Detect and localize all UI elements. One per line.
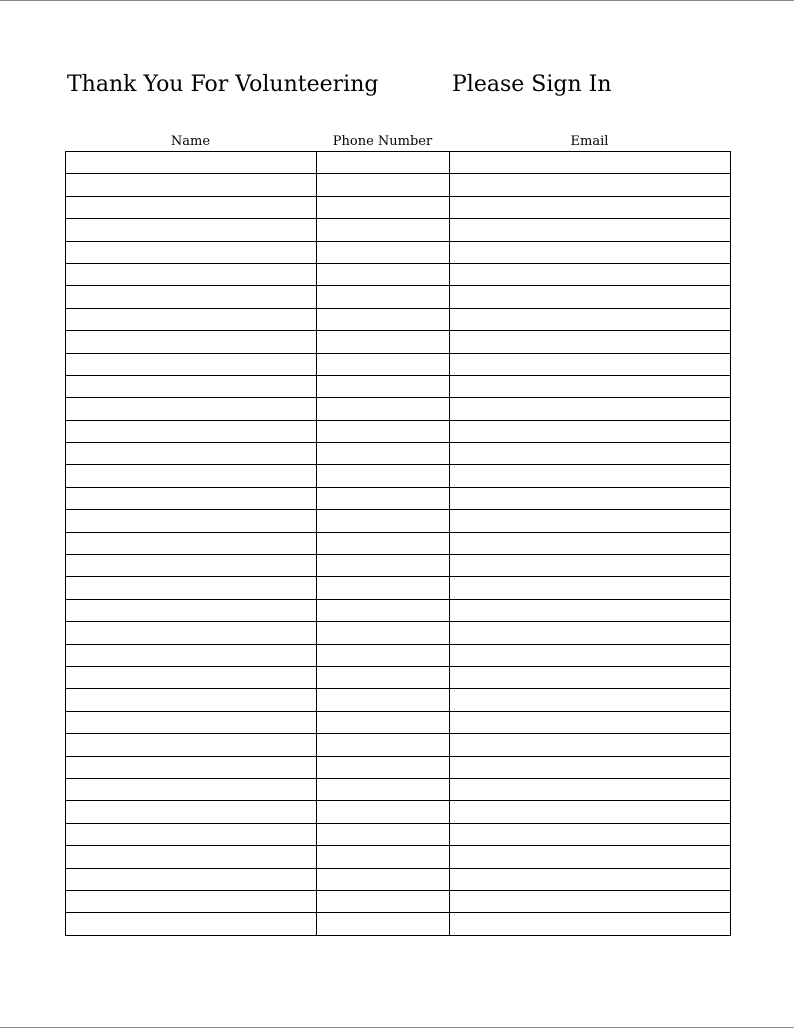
column-header-name: Name bbox=[170, 134, 211, 149]
phone-number-cell[interactable] bbox=[317, 263, 450, 285]
name-cell[interactable] bbox=[66, 666, 317, 688]
phone-number-cell[interactable] bbox=[317, 443, 450, 465]
table-row bbox=[66, 286, 731, 308]
email-cell[interactable] bbox=[450, 801, 731, 823]
table-row bbox=[66, 666, 731, 688]
table-row bbox=[66, 599, 731, 621]
table-row bbox=[66, 353, 731, 375]
name-cell[interactable] bbox=[66, 286, 317, 308]
table-row bbox=[66, 510, 731, 532]
table-row bbox=[66, 577, 731, 599]
table-row bbox=[66, 778, 731, 800]
table-row bbox=[66, 890, 731, 912]
phone-number-cell[interactable] bbox=[317, 331, 450, 353]
email-cell[interactable] bbox=[450, 599, 731, 621]
email-cell[interactable] bbox=[450, 823, 731, 845]
name-cell[interactable] bbox=[66, 353, 317, 375]
table-row bbox=[66, 375, 731, 397]
name-cell[interactable] bbox=[66, 375, 317, 397]
table-row bbox=[66, 465, 731, 487]
email-cell[interactable] bbox=[450, 510, 731, 532]
email-cell[interactable] bbox=[450, 555, 731, 577]
email-cell[interactable] bbox=[450, 174, 731, 196]
table-row bbox=[66, 801, 731, 823]
name-cell[interactable] bbox=[66, 532, 317, 554]
email-cell[interactable] bbox=[450, 666, 731, 688]
name-cell[interactable] bbox=[66, 398, 317, 420]
email-cell[interactable] bbox=[450, 286, 731, 308]
name-cell[interactable] bbox=[66, 577, 317, 599]
sign-in-table-body bbox=[66, 152, 731, 936]
name-cell[interactable] bbox=[66, 219, 317, 241]
table-row bbox=[66, 711, 731, 733]
email-cell[interactable] bbox=[450, 241, 731, 263]
email-cell[interactable] bbox=[450, 487, 731, 509]
table-row bbox=[66, 152, 731, 174]
sign-in-table bbox=[65, 151, 731, 936]
name-cell[interactable] bbox=[66, 734, 317, 756]
name-cell[interactable] bbox=[66, 868, 317, 890]
name-cell[interactable] bbox=[66, 823, 317, 845]
phone-number-cell[interactable] bbox=[317, 532, 450, 554]
name-cell[interactable] bbox=[66, 890, 317, 912]
phone-number-cell[interactable] bbox=[317, 711, 450, 733]
table-row bbox=[66, 622, 731, 644]
table-row bbox=[66, 174, 731, 196]
email-cell[interactable] bbox=[450, 465, 731, 487]
name-cell[interactable] bbox=[66, 331, 317, 353]
email-cell[interactable] bbox=[450, 577, 731, 599]
table-row bbox=[66, 487, 731, 509]
phone-number-cell[interactable] bbox=[317, 398, 450, 420]
sign-in-heading: Please Sign In bbox=[452, 72, 612, 97]
table-row bbox=[66, 308, 731, 330]
name-cell[interactable] bbox=[66, 174, 317, 196]
table-row bbox=[66, 644, 731, 666]
email-cell[interactable] bbox=[450, 711, 731, 733]
email-cell[interactable] bbox=[450, 532, 731, 554]
column-header-phone-number: Phone Number bbox=[332, 134, 433, 149]
column-header-email: Email bbox=[570, 134, 609, 149]
email-cell[interactable] bbox=[450, 622, 731, 644]
email-cell[interactable] bbox=[450, 913, 731, 935]
email-cell[interactable] bbox=[450, 398, 731, 420]
table-row bbox=[66, 756, 731, 778]
name-cell[interactable] bbox=[66, 689, 317, 711]
phone-number-cell[interactable] bbox=[317, 196, 450, 218]
table-row bbox=[66, 196, 731, 218]
email-cell[interactable] bbox=[450, 890, 731, 912]
phone-number-cell[interactable] bbox=[317, 465, 450, 487]
name-cell[interactable] bbox=[66, 196, 317, 218]
email-cell[interactable] bbox=[450, 196, 731, 218]
phone-number-cell[interactable] bbox=[317, 174, 450, 196]
phone-number-cell[interactable] bbox=[317, 152, 450, 174]
name-cell[interactable] bbox=[66, 801, 317, 823]
phone-number-cell[interactable] bbox=[317, 756, 450, 778]
name-cell[interactable] bbox=[66, 756, 317, 778]
table-row bbox=[66, 443, 731, 465]
name-cell[interactable] bbox=[66, 778, 317, 800]
name-cell[interactable] bbox=[66, 487, 317, 509]
email-cell[interactable] bbox=[450, 778, 731, 800]
email-cell[interactable] bbox=[450, 443, 731, 465]
phone-number-cell[interactable] bbox=[317, 890, 450, 912]
table-row bbox=[66, 913, 731, 935]
name-cell[interactable] bbox=[66, 263, 317, 285]
name-cell[interactable] bbox=[66, 510, 317, 532]
phone-number-cell[interactable] bbox=[317, 577, 450, 599]
email-cell[interactable] bbox=[450, 689, 731, 711]
name-cell[interactable] bbox=[66, 241, 317, 263]
phone-number-cell[interactable] bbox=[317, 868, 450, 890]
table-row bbox=[66, 555, 731, 577]
phone-number-cell[interactable] bbox=[317, 846, 450, 868]
phone-number-cell[interactable] bbox=[317, 778, 450, 800]
email-cell[interactable] bbox=[450, 420, 731, 442]
name-cell[interactable] bbox=[66, 644, 317, 666]
phone-number-cell[interactable] bbox=[317, 823, 450, 845]
name-cell[interactable] bbox=[66, 465, 317, 487]
phone-number-cell[interactable] bbox=[317, 666, 450, 688]
phone-number-cell[interactable] bbox=[317, 689, 450, 711]
phone-number-cell[interactable] bbox=[317, 308, 450, 330]
email-cell[interactable] bbox=[450, 219, 731, 241]
table-row bbox=[66, 689, 731, 711]
email-cell[interactable] bbox=[450, 308, 731, 330]
table-row bbox=[66, 420, 731, 442]
name-cell[interactable] bbox=[66, 308, 317, 330]
email-cell[interactable] bbox=[450, 756, 731, 778]
name-cell[interactable] bbox=[66, 443, 317, 465]
table-row bbox=[66, 398, 731, 420]
email-cell[interactable] bbox=[450, 846, 731, 868]
phone-number-cell[interactable] bbox=[317, 622, 450, 644]
phone-number-cell[interactable] bbox=[317, 375, 450, 397]
table-row bbox=[66, 263, 731, 285]
name-cell[interactable] bbox=[66, 846, 317, 868]
name-cell[interactable] bbox=[66, 152, 317, 174]
name-cell[interactable] bbox=[66, 420, 317, 442]
table-row bbox=[66, 823, 731, 845]
phone-number-cell[interactable] bbox=[317, 555, 450, 577]
email-cell[interactable] bbox=[450, 152, 731, 174]
table-row bbox=[66, 331, 731, 353]
phone-number-cell[interactable] bbox=[317, 599, 450, 621]
page-title: Thank You For Volunteering bbox=[67, 72, 379, 97]
phone-number-cell[interactable] bbox=[317, 913, 450, 935]
table-row bbox=[66, 532, 731, 554]
phone-number-cell[interactable] bbox=[317, 510, 450, 532]
email-cell[interactable] bbox=[450, 868, 731, 890]
name-cell[interactable] bbox=[66, 622, 317, 644]
phone-number-cell[interactable] bbox=[317, 353, 450, 375]
email-cell[interactable] bbox=[450, 353, 731, 375]
email-cell[interactable] bbox=[450, 644, 731, 666]
phone-number-cell[interactable] bbox=[317, 644, 450, 666]
page-top-border bbox=[0, 0, 794, 1]
phone-number-cell[interactable] bbox=[317, 286, 450, 308]
phone-number-cell[interactable] bbox=[317, 241, 450, 263]
table-row bbox=[66, 734, 731, 756]
name-cell[interactable] bbox=[66, 711, 317, 733]
name-cell[interactable] bbox=[66, 599, 317, 621]
email-cell[interactable] bbox=[450, 331, 731, 353]
email-cell[interactable] bbox=[450, 375, 731, 397]
phone-number-cell[interactable] bbox=[317, 420, 450, 442]
phone-number-cell[interactable] bbox=[317, 219, 450, 241]
phone-number-cell[interactable] bbox=[317, 801, 450, 823]
table-row bbox=[66, 241, 731, 263]
email-cell[interactable] bbox=[450, 734, 731, 756]
phone-number-cell[interactable] bbox=[317, 734, 450, 756]
table-row bbox=[66, 868, 731, 890]
phone-number-cell[interactable] bbox=[317, 487, 450, 509]
table-row bbox=[66, 846, 731, 868]
page-bottom-border bbox=[0, 1027, 794, 1028]
name-cell[interactable] bbox=[66, 913, 317, 935]
email-cell[interactable] bbox=[450, 263, 731, 285]
name-cell[interactable] bbox=[66, 555, 317, 577]
table-row bbox=[66, 219, 731, 241]
